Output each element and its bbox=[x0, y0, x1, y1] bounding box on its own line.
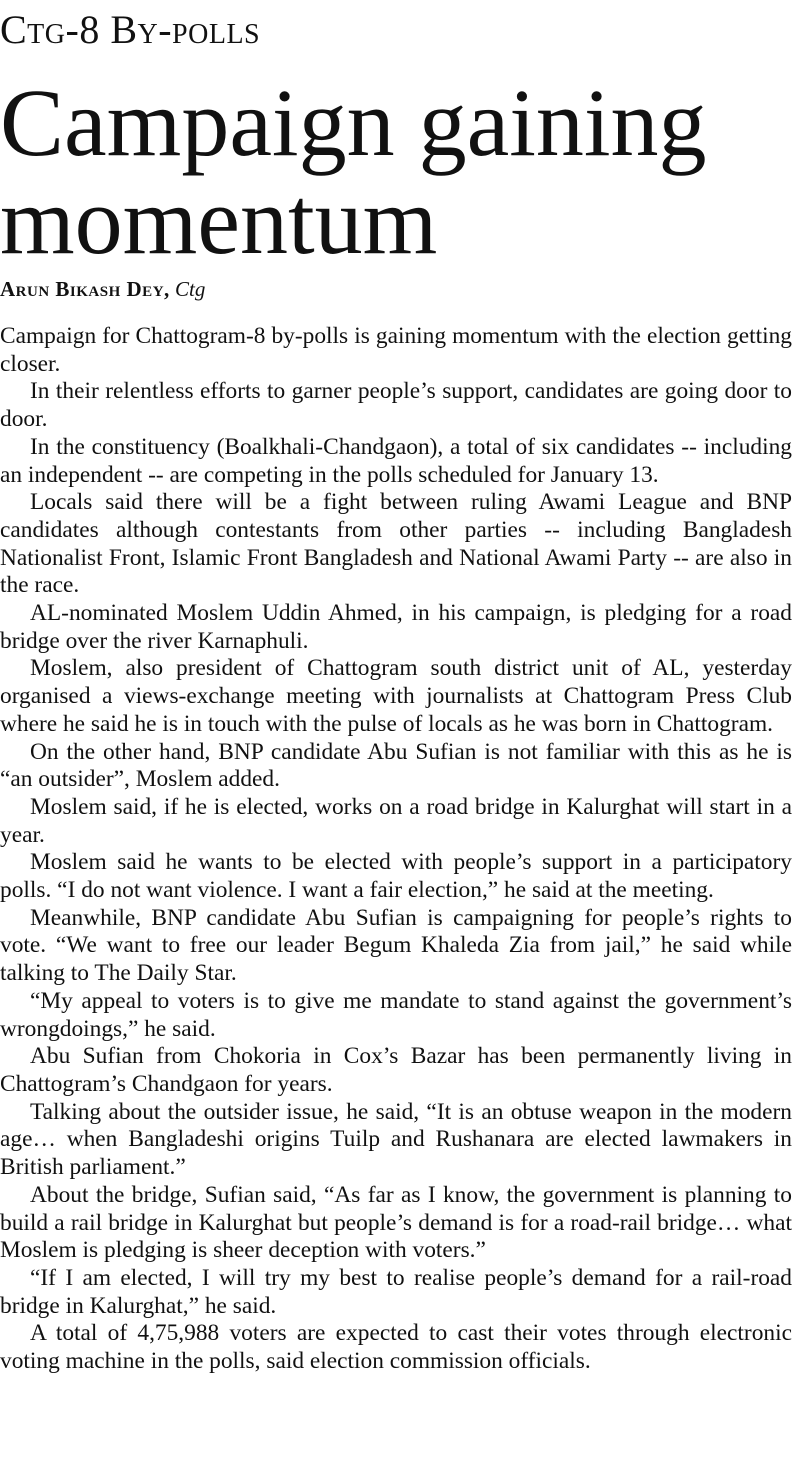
article-body bbox=[0, 323, 792, 1376]
article-paragraph: Moslem, also president of Chattogram south district unit of AL, yesterday organised a views-exchange meeting with journalists at Chattogram Press Club where he said he is in touch with the pulse of locals as he was born in Chattogram. bbox=[0, 655, 792, 737]
byline-author: Arun Bikash Dey, bbox=[0, 277, 170, 301]
byline bbox=[0, 276, 205, 302]
article-paragraph: In the constituency (Boalkhali-Chandgaon), a total of six candidates -- including an independent -- are competing in the polls scheduled for January 13. bbox=[0, 433, 792, 488]
article-paragraph: Abu Sufian from Chokoria in Cox’s Bazar has been permanently living in Chattogram’s Chandgaon for years. bbox=[0, 1043, 792, 1097]
article-paragraph: Moslem said he wants to be elected with people’s support in a participatory polls. “I do not want violence. I want a fair election,” he said at the meeting. bbox=[0, 849, 792, 904]
article-paragraph: Locals said there will be a fight between ruling Awami League and BNP candidates although contestants from other parties -- including Bangladesh Nationalist Front, Islamic Front Bangladesh and National Awami Party -- are also in the race. bbox=[0, 489, 792, 599]
article-paragraph: Talking about the outsider issue, he said, “It is an obtuse weapon in the modern age… when Bangladeshi origins Tuilp and Rushanara are elected lawmakers in British parliament.” bbox=[0, 1098, 792, 1181]
article-paragraph: About the bridge, Sufian said, “As far as I know, the government is planning to build a rail bridge in Kalurghat but people’s demand is for a road-rail bridge… what Moslem is pledging is sheer deception with voters.” bbox=[0, 1181, 792, 1264]
article-paragraph: “If I am elected, I will try my best to realise people’s demand for a rail-road bridge in Kalurghat,” he said. bbox=[0, 1264, 792, 1319]
article-paragraph: AL-nominated Moslem Uddin Ahmed, in his campaign, is pledging for a road bridge over the river Karnaphuli. bbox=[0, 600, 792, 654]
section-kicker: Ctg-8 By-polls bbox=[0, 7, 261, 52]
byline-location: Ctg bbox=[175, 277, 206, 301]
article-paragraph: On the other hand, BNP candidate Abu Sufian is not familiar with this as he is “an outsider”, Moslem added. bbox=[0, 738, 792, 793]
article-paragraph: In their relentless efforts to garner people’s support, candidates are going door to door. bbox=[0, 378, 792, 433]
article-paragraph: Meanwhile, BNP candidate Abu Sufian is campaigning for people’s rights to vote. “We want to free our leader Begum Khaleda Zia from jail,” he said while talking to The Daily Star. bbox=[0, 904, 792, 987]
article-paragraph: Campaign for Chattogram-8 by-polls is gaining momentum with the election getting closer. bbox=[0, 323, 792, 377]
headline: Campaign gaining momentum bbox=[0, 69, 707, 274]
article-paragraph: Moslem said, if he is elected, works on a road bridge in Kalurghat will start in a year. bbox=[0, 793, 792, 848]
article-paragraph: “My appeal to voters is to give me mandate to stand against the government’s wrongdoings,” he said. bbox=[0, 987, 792, 1042]
article-paragraph: A total of 4,75,988 voters are expected to cast their votes through electronic voting machine in the polls, said election commission officials. bbox=[0, 1320, 792, 1375]
